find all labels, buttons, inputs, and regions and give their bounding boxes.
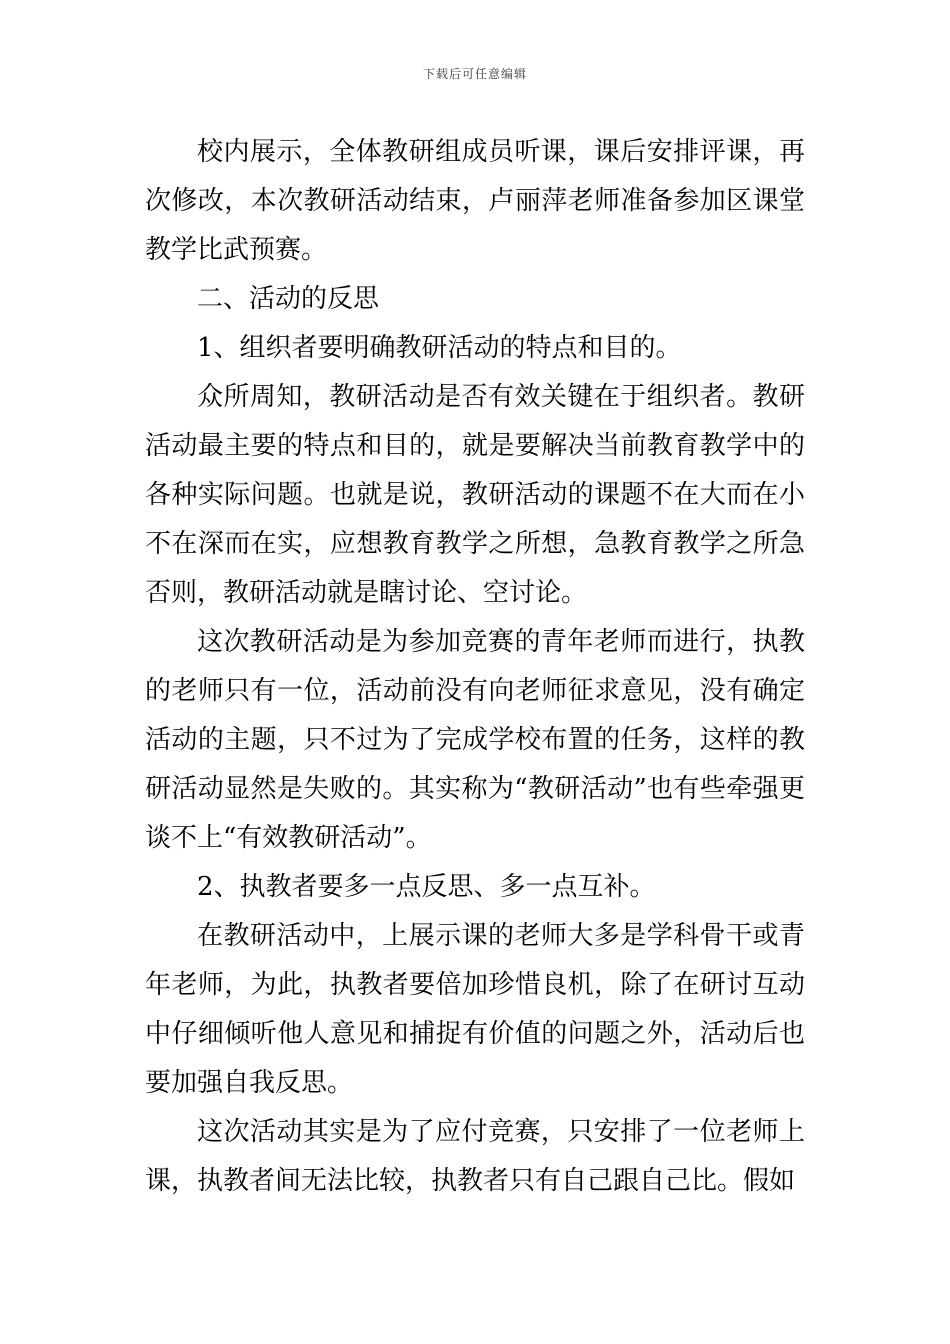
paragraph-school-display: 校内展示，全体教研组成员听课，课后安排评课，再次修改，本次教研活动结束，卢丽萍老师准备参加区课堂教学比武预赛。	[145, 137, 805, 265]
body-text	[145, 128, 805, 1206]
section-heading-reflection: 二、活动的反思	[197, 284, 380, 314]
paragraph-organizer-key: 众所周知，教研活动是否有效关键在于组织者。教研活动最主要的特点和目的，就是要解决当前教育教学中的各种实际问题。也就是说，教研活动的课题不在大而在小不在深而在实，应想教育教学之所想，急教育教学之所急否则，教研活动就是瞎讨论、空讨论。	[145, 382, 805, 608]
paragraph-competition: 这次活动其实是为了应付竞赛，只安排了一位老师上课，执教者间无法比较，执教者只有自己跟自己比。假如	[145, 1117, 805, 1196]
subheading-teacher-reflection: 2、执教者要多一点反思、多一点互补。	[197, 872, 656, 902]
subheading-organizer: 1、组织者要明确教研活动的特点和目的。	[197, 333, 682, 363]
paragraph-activity-failure: 这次教研活动是为参加竞赛的青年老师而进行，执教的老师只有一位，活动前没有向老师征求意见，没有确定活动的主题，只不过为了完成学校布置的任务，这样的教研活动显然是失败的。其实称为“教研活动”也有些牵强更谈不上“有效教研活动”。	[145, 627, 805, 853]
header-note: 下载后可任意编辑	[422, 67, 527, 81]
paragraph-teacher-opportunity: 在教研活动中，上展示课的老师大多是学科骨干或青年老师，为此，执教者要倍加珍惜良机，除了在研讨互动中仔细倾听他人意见和捕捉有价值的问题之外，活动后也要加强自我反思。	[145, 921, 805, 1098]
